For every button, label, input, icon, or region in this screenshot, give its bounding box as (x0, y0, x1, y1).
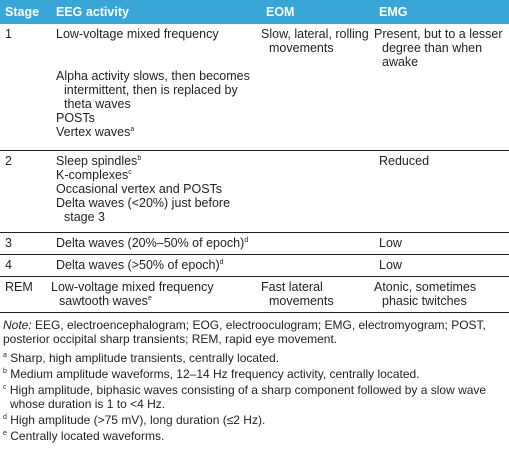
header-eom: EOM (261, 0, 374, 24)
eeg-line: Alpha activity slows, then becomes intermittent, then is replaced by theta waves (56, 69, 250, 111)
stage-cell: 1 (0, 24, 51, 150)
header-stage: Stage (0, 0, 51, 24)
footnote: $^a$ Sharp, high amplitude transients, centrally located. (3, 350, 280, 365)
footnote-marker: b (137, 154, 142, 162)
footnote-marker: d (219, 258, 224, 266)
emg-cell: Atonic, sometimes phasic twitches (374, 276, 509, 312)
table-row-stage-4 (0, 254, 509, 276)
footnote: $^b$ Medium amplitude waveforms, 12–14 Hz frequency activity, centrally located. (3, 366, 420, 381)
eeg-line: Occasional vertex and POSTs (56, 181, 223, 196)
footnote-marker: a (130, 126, 135, 133)
eeg-cell: Low-voltage mixed frequency sawtooth waves$^e$ (51, 276, 261, 312)
emg-cell: Low (374, 232, 509, 254)
emg-cell: Reduced (374, 150, 509, 232)
footnote: $^e$ Centrally located waveforms. (3, 428, 165, 443)
table-row-stage-1 (0, 24, 509, 150)
footnote-marker: d (244, 236, 249, 244)
eom-cell (261, 232, 374, 254)
eeg-line: K-complexes$^c$ (56, 167, 132, 182)
eeg-cell (51, 24, 261, 150)
footnote: $^c$ High amplitude, biphasic waves consisting of a sharp component followed by a slow wave whose duration is 1 to <4 Hz. (3, 382, 487, 411)
eeg-line: Vertex waves$^a$ (56, 125, 135, 139)
note-text: EEG, electroencephalogram; EOG, electrooculogram; EMG, electromyogram; POST, posterior occipital sharp transients; REM, rapid eye movement. (3, 317, 486, 346)
abbreviation-note (3, 318, 506, 346)
eeg-cell: Delta waves (20%–50% of epoch)$^d$ (51, 232, 261, 254)
eeg-line: Low-voltage mixed frequency (56, 27, 219, 41)
table-row-stage-3 (0, 232, 509, 254)
stage-cell: 3 (0, 232, 51, 254)
header-eeg-activity: EEG activity (51, 0, 261, 24)
table-header-row (0, 0, 509, 24)
footnote-marker: e (147, 294, 152, 302)
table-notes (0, 313, 509, 443)
table-row-stage-rem (0, 276, 509, 312)
table-row-stage-2 (0, 150, 509, 232)
eeg-cell (51, 150, 261, 232)
eeg-line: Sleep spindles$^b$ (56, 153, 142, 168)
eom-cell: Slow, lateral, rolling movements (261, 24, 374, 150)
eom-cell (261, 150, 374, 232)
stage-cell: 2 (0, 150, 51, 232)
footnote-marker: c (128, 168, 132, 176)
eom-cell (261, 254, 374, 276)
eeg-line: Delta waves (<20%) just before stage 3 (56, 195, 231, 224)
stage-cell: REM (0, 276, 51, 312)
eeg-line: POSTs (56, 111, 95, 125)
stage-cell: 4 (0, 254, 51, 276)
footnote: $^d$ High amplitude (>75 mV), long duration (≤2 Hz). (3, 412, 266, 427)
emg-cell: Low (374, 254, 509, 276)
eeg-cell: Delta waves (>50% of epoch)$^d$ (51, 254, 261, 276)
header-emg: EMG (374, 0, 509, 24)
note-label: Note: (3, 317, 32, 332)
emg-cell: Present, but to a lesser degree than when awake (374, 24, 509, 150)
eom-cell: Fast lateral movements (261, 276, 374, 312)
